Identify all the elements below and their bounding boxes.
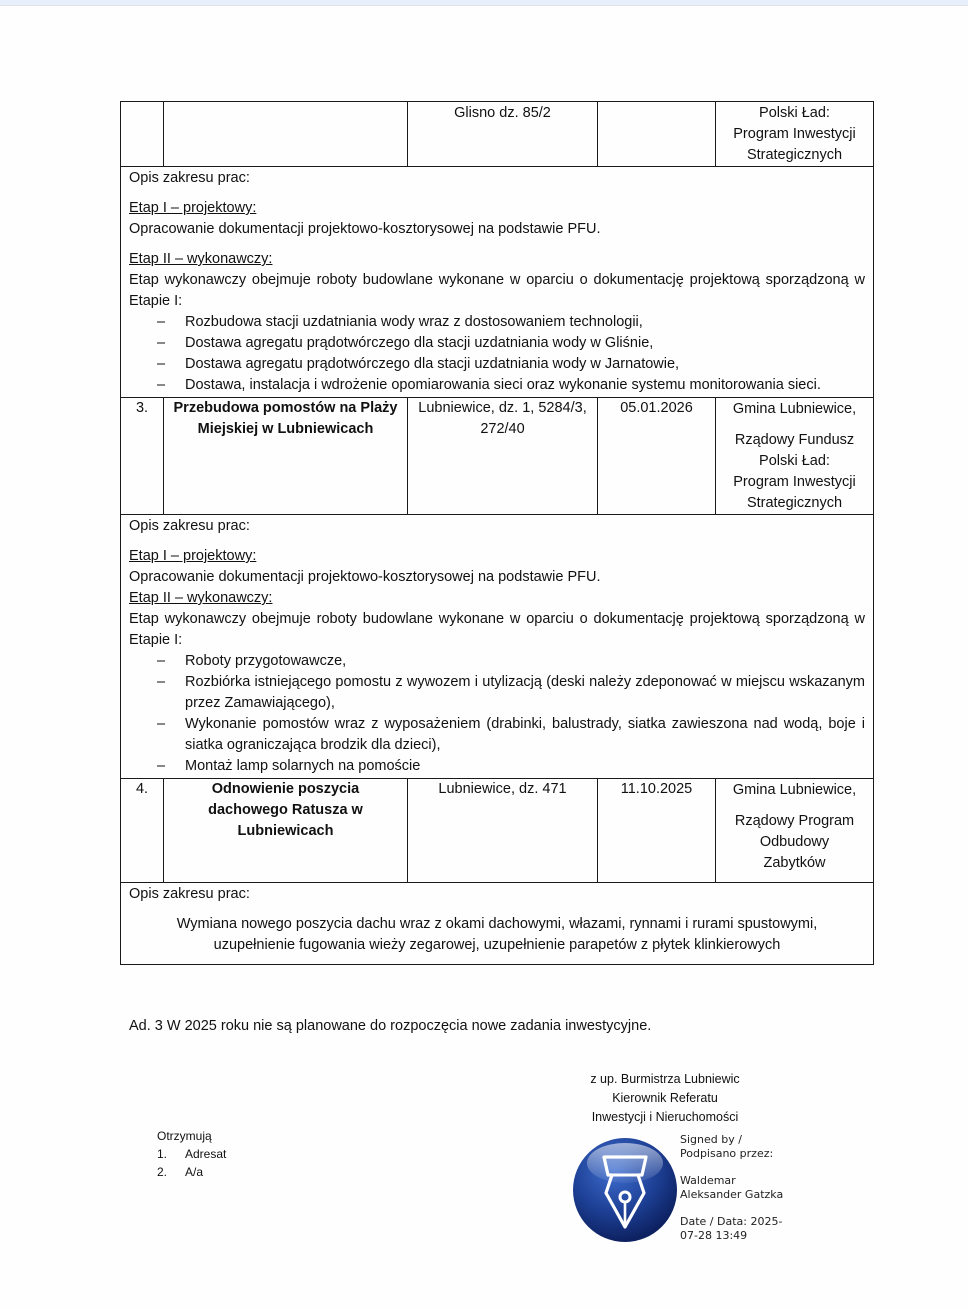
recipient-number: 2. [157, 1165, 168, 1179]
task-name-cell: Przebudowa pomostów na Plaży Miejskiej w Lubniewicach [164, 398, 408, 515]
investment-table [120, 101, 874, 965]
description-label: Opis zakresu prac: [129, 518, 250, 534]
funding-line: Strategicznych [746, 147, 843, 163]
funding-line: Program Inwestycji [733, 126, 856, 142]
table-row [121, 398, 874, 515]
recipient-number: 1. [157, 1147, 168, 1161]
list-item: – Roboty przygotowawcze, [185, 651, 865, 672]
location-cell: Lubniewice, dz. 1, 5284/3, 272/40 [408, 398, 598, 515]
stage1-text: Opracowanie dokumentacji projektowo-kosztorysowej na podstawie PFU. [129, 569, 601, 585]
list-item: – Dostawa agregatu prądotwórczego dla stacji uzdatniania wody w Jarnatowie, [185, 354, 865, 375]
e-signature-details [680, 1133, 783, 1242]
list-item [157, 1145, 226, 1163]
signature-date: Date / Data: 2025- [680, 1215, 783, 1228]
funding-line: Zabytków [763, 855, 826, 871]
signer-line: z up. Burmistrza Lubniewic [590, 1072, 740, 1086]
task-name-cell [164, 102, 408, 167]
funding-line: Odbudowy [759, 834, 830, 850]
funding-line: Gmina Lubniewice, [732, 782, 857, 798]
funding-cell [716, 102, 874, 167]
description-cell [121, 883, 874, 965]
description-text: Wymiana nowego poszycia dachu wraz z okami dachowymi, włazami, rynnami i rurami spustowymi, uzupełnienie fugowania wieży zegarowej, uzupełnienie parapetów z płytek klinkierowych [176, 916, 818, 953]
signer-line: Inwestycji i Nieruchomości [591, 1110, 739, 1124]
description-cell [121, 515, 874, 779]
date-cell: 05.01.2026 [598, 398, 716, 515]
recipients-block [157, 1127, 226, 1181]
table-row [121, 779, 874, 883]
list-item: – Rozbiórka istniejącego pomostu z wywozem i utylizacją (deski należy zdeponować w miejscu wskazanym przez Zamawiającego), [185, 672, 865, 714]
description-label: Opis zakresu prac: [129, 170, 250, 186]
investment-note: Ad. 3 W 2025 roku nie są planowane do rozpoczęcia nowe zadania inwestycyjne. [129, 1018, 652, 1034]
list-item: – Montaż lamp solarnych na pomoście [185, 756, 865, 777]
table-row [121, 102, 874, 167]
recipient-label: A/a [185, 1165, 204, 1179]
location-cell: Lubniewice, dz. 471 [408, 779, 598, 883]
list-item: – Dostawa agregatu prądotwórczego dla stacji uzdatniania wody w Gliśnie, [185, 333, 865, 354]
recipient-label: Adresat [185, 1147, 227, 1161]
funding-cell [716, 398, 874, 515]
funding-line: Program Inwestycji [733, 474, 856, 490]
stage2-title: Etap II – wykonawczy: [129, 251, 273, 267]
work-items-list [129, 312, 865, 396]
signer-block [570, 1070, 760, 1127]
signed-by-label: Podpisano przez: [680, 1146, 774, 1160]
signature-date: 07-28 13:49 [680, 1228, 748, 1242]
signed-by-label: Signed by / [680, 1133, 742, 1146]
funding-cell [716, 779, 874, 883]
work-items-list [129, 651, 865, 777]
funding-line: Gmina Lubniewice, [732, 401, 857, 417]
list-item [157, 1163, 226, 1181]
stage2-text: Etap wykonawczy obejmuje roboty budowlane wykonane w oparciu o dokumentację projektową sporządzoną w Etapie I: [129, 611, 865, 648]
stage2-title: Etap II – wykonawczy: [129, 590, 273, 606]
description-row [121, 167, 874, 398]
funding-line: Rządowy Program [734, 813, 855, 829]
list-item: – Wykonanie pomostów wraz z wyposażeniem (drabinki, balustrady, siatka zawieszona nad wodą, boje i siatka ograniczająca brodzik dla dzieci), [185, 714, 865, 756]
row-number-cell: 4. [121, 779, 164, 883]
stage1-title: Etap I – projektowy: [129, 200, 257, 216]
stage1-text: Opracowanie dokumentacji projektowo-kosztorysowej na podstawie PFU. [129, 221, 601, 237]
description-label: Opis zakresu prac: [129, 886, 250, 902]
list-item: – Dostawa, instalacja i wdrożenie opomiarowania sieci oraz wykonanie systemu monitorowania sieci. [185, 375, 865, 396]
list-item: – Rozbudowa stacji uzdatniania wody wraz z dostosowaniem technologii, [185, 312, 865, 333]
task-name-cell: Odnowienie poszycia dachowego Ratusza w Lubniewicach [164, 779, 408, 883]
description-row [121, 883, 874, 965]
funding-line: Polski Ład: [759, 453, 830, 469]
funding-line: Polski Ład: [759, 105, 830, 121]
signer-name: Waldemar [680, 1174, 736, 1187]
funding-line: Rządowy Fundusz [734, 432, 855, 448]
pen-nib-icon [570, 1135, 680, 1245]
row-number-cell [121, 102, 164, 167]
stage2-text: Etap wykonawczy obejmuje roboty budowlane wykonane w oparciu o dokumentację projektową sporządzoną w Etapie I: [129, 272, 865, 309]
date-cell: 11.10.2025 [598, 779, 716, 883]
description-row [121, 515, 874, 779]
location-cell: Glisno dz. 85/2 [408, 102, 598, 167]
description-cell [121, 167, 874, 398]
row-number-cell: 3. [121, 398, 164, 515]
date-cell [598, 102, 716, 167]
stage1-title: Etap I – projektowy: [129, 548, 257, 564]
recipients-title: Otrzymują [157, 1129, 212, 1143]
funding-line: Strategicznych [746, 495, 843, 511]
signer-line: Kierownik Referatu [612, 1091, 718, 1105]
signer-name: Aleksander Gatzka [680, 1187, 784, 1201]
